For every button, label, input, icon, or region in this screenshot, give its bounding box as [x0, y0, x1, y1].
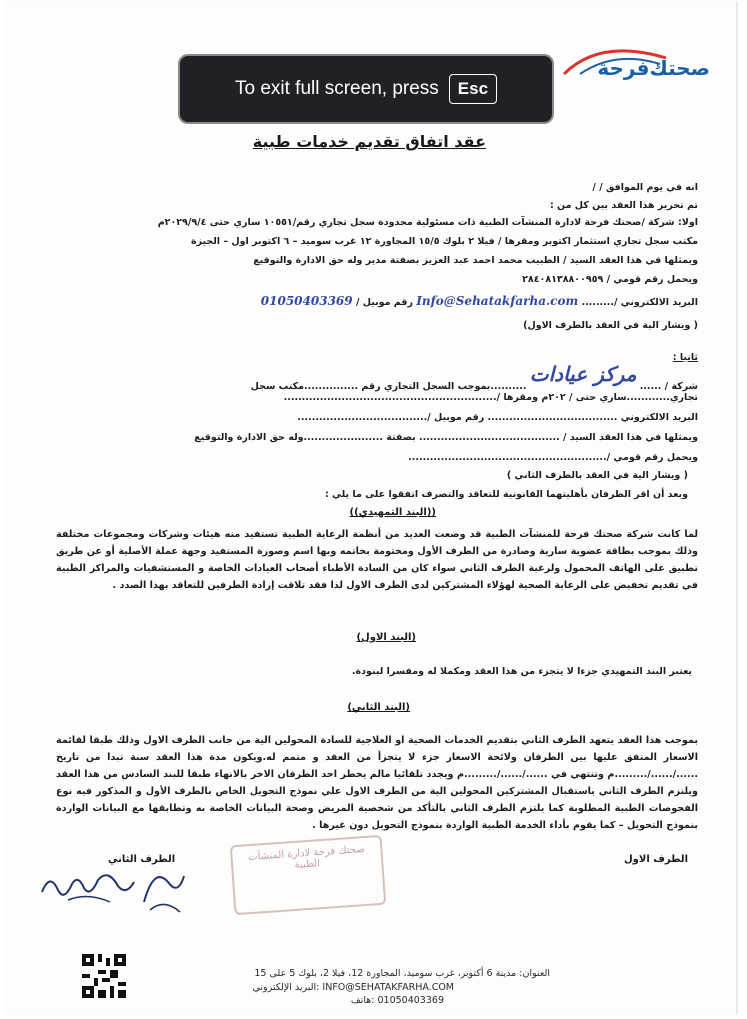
second-party-line-3: البريد الالكتروني .................................... رقم موبيل /....................................: [297, 412, 698, 423]
footer-phone: 01050403369 :هاتف: [350, 995, 444, 1006]
clause-2-heading: (البند الثاني): [347, 702, 410, 713]
logo-text: صحتك‌فرحة: [597, 56, 710, 80]
agreement-line: وبعد أن اقر الطرفان بأهليتهما القانونية للتعاقد والتصرف اتفقوا على ما يلي :: [324, 489, 688, 500]
first-party-contact-line: [261, 294, 698, 308]
footer-address: العنوان: مدينة 6 أكتوبر، غرب سوميد، المجاورة 12، فيلا 2، بلوك 5 على 15: [254, 968, 550, 979]
mobile-handwritten: 01050403369: [260, 294, 353, 308]
company-label: شركة / ......: [639, 381, 698, 392]
second-party-heading: ثانيا :: [672, 352, 698, 363]
first-party-line-2: مكتب سجل تجاري استثمار اكتوبر ومقرها / فيلا ٢ بلوك ١٥/٥ المجاورة ١٢ غرب سوميد – ٦ اكتوبر اول – الجيزة: [190, 236, 698, 247]
second-party-company-line: [250, 362, 698, 394]
between-line: تم تحرير هذا العقد بين كل من :: [549, 200, 698, 211]
fullscreen-exit-toast: [180, 56, 552, 122]
document-title: عقد اتفاق تقديم خدمات طبية: [252, 132, 486, 151]
mobile-label: رقم موبيل /: [355, 297, 413, 308]
esc-key-badge: Esc: [449, 74, 497, 104]
company-rest: ..........بموجب السجل التجاري رقم ...............مكتب سجل: [250, 381, 527, 392]
second-party-line-5: ويحمل رقم قومي /.......................................................: [408, 452, 698, 463]
company-logo: [540, 44, 710, 92]
document-page: [4, 2, 737, 1014]
preamble-heading: ((البند التمهيدي)): [349, 507, 436, 518]
toast-message: To exit full screen, press: [234, 78, 439, 99]
date-line: انه في يوم الموافق / /: [592, 182, 698, 193]
first-party-line-3: ويمثلها في هذا العقد السيد / الطبيب محمد احمد عبد العزيز بصفتة مدير وله حق الادارة والتوقيع: [253, 255, 698, 266]
clause-1-heading: (البند الاول): [356, 632, 416, 643]
stamp-text: صحتك فرحة لادارة المنشآت الطبية: [247, 843, 366, 871]
first-party-signature-label: الطرف الاول: [623, 854, 688, 865]
footer-email: INFO@SEHATAKFARHA.COM :البريد الإلكتروني: [252, 982, 454, 993]
preamble-text: لما كانت شركة صحتك فرحة للمنشآت الطبية قد وضعت العديد من أنظمة الرعاية الطبية تستفيد منه هيئات وشركات ومجموعات مختلفة وذلك بموجب بطاقة عضوية سارية وصادرة من الطرف الأول ومختومة بخاتمه وبها اسم وصورة المستفيد وجهة عملة الأصلية أو عن طريق تطبيق على الهاتف المحمول ولرغبة الطرف الثاني سواء كان من السادة الأطباء أصحاب العيادات الخاصة و المستشفيات والمراكز الطبية في تقديم تخفيض على الرعاية الصحية لهؤلاء المشتركين لدى الطرف الاول لذا فقد تلاقت إرادة الطرفين للتعاقد بهذا الصدد .: [56, 529, 698, 591]
first-party-note: ( ويشار الية في العقد بالطرف الاول): [523, 320, 698, 331]
email-label: البريد الالكتروني /.........: [581, 297, 698, 308]
second-party-note: ( ويشار الية في العقد بالطرف الثاني ): [506, 470, 688, 481]
clause-2-text: بموجب هذا العقد يتعهد الطرف الثاني بتقديم الخدمات الصحية او العلاجية للسادة المحولين الية من جانب الطرف الاول وذلك طبقا لقائمة الاسعار المتفق عليها بين الطرفان ولائحة الاسعار جزء لا يتجزأ من العقد و متمم له.ويكون مدة هذا العقد سنة تبدا من تاريخ ....../....../.........م وتنتهي في ....../....../.........م ويجدد تلقائيا مالم يخطر احد الطرفان الاخر بالانهاء طبقا للبند السادس من هذا العقد ويلتزم الطرف الثاني باستقبال المشتركين المحولين الية من الطرف الاول علي نموذج التحويل الخاص بالطرف الأول و المذكور فيه نوع الفحوصات الطبية المطلوبة كما يلتزم الطرف الثاني بالتأكد من شخصية المريض وصحة البيانات الخاصة به وتطابقها مع البيانات الواردة بنموذج التحويل – كما يقوم بأداء الخدمة الطبية الواردة بنموذج التحويل دون غيرها .: [56, 735, 698, 831]
first-party-line-4: ويحمل رقم قومي / ٢٨٤٠٨١٣٨٨٠٠٩٥٩: [522, 274, 698, 285]
company-stamp: [230, 835, 387, 915]
company-name-handwritten: مركز عيادات: [529, 362, 637, 386]
first-signature-scribble-icon: [134, 862, 194, 918]
email-handwritten: Info@Sehatakfarha.com: [416, 294, 579, 308]
clause-1-text: يعتبر البند التمهيدي جزءا لا يتجزء من هذا العقد ومكملا له ومفسرا لبنودة.: [351, 666, 692, 677]
second-party-line-4: ويمثلها في هذا العقد السيد / ....................................... بصفتة ......................وله حق الادارة والتوقيع: [194, 432, 698, 443]
second-party-signature-label: الطرف الثاني: [108, 854, 176, 865]
first-party-line-1: اولا: شركة /صحتك فرحة لادارة المنشآت الطبية ذات مسئولية محدودة سجل تجاري رقم/١٠٥٥١ ساري حتى ٢٠٢٩/٩/٤م: [157, 217, 698, 228]
qr-code-icon: [82, 954, 126, 998]
second-party-signature-icon: [38, 862, 138, 910]
second-party-line-2: تجاري............ساري حتى / ٢٠٢م ومقرها /...........................................................: [283, 392, 698, 403]
